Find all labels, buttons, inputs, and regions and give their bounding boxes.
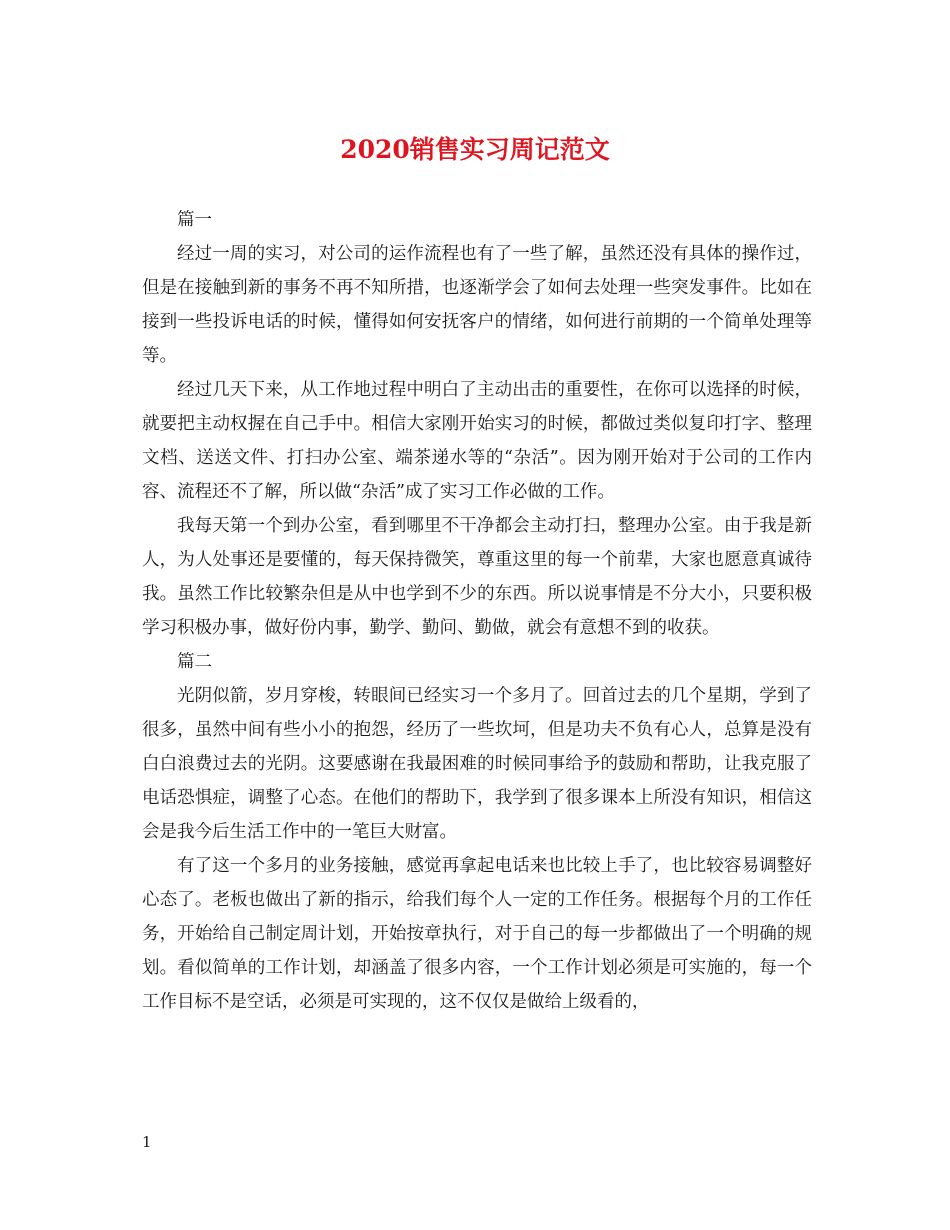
paragraph: 经过几天下来，从工作地过程中明白了主动出击的重要性，在你可以选择的时候，就要把主动权握在自己手中。相信大家刚开始实习的时候，都做过类似复印打字、整理文档、送送文件、打扫办公室、端茶递水等的“杂活”。因为刚开始对于公司的工作内容、流程还不了解，所以做“杂活”成了实习工作必做的工作。 xyxy=(142,380,812,502)
paragraph: 我每天第一个到办公室，看到哪里不干净都会主动打扫，整理办公室。由于我是新人，为人处事还是要懂的，每天保持微笑，尊重这里的每一个前辈，大家也愿意真诚待我。虽然工作比较繁杂但是从中也学到不少的东西。所以说事情是不分大小，只要积极学习积极办事，做好份内事，勤学、勤问、勤做，就会有意想不到的收获。 xyxy=(142,516,812,638)
document-title: 2020销售实习周记范文 xyxy=(340,135,610,164)
section-heading-2: 篇二 xyxy=(177,652,212,672)
paragraph: 有了这一个多月的业务接触，感觉再拿起电话来也比较上手了，也比较容易调整好心态了。老板也做出了新的指示，给我们每个人一定的工作任务。根据每个月的工作任务，开始给自己制定周计划，开始按章执行，对于自己的每一步都做出了一个明确的规划。看似简单的工作计划，却涵盖了很多内容，一个工作计划必须是可实施的，每一个工作目标不是空话，必须是可实现的，这不仅仅是做给上级看的， xyxy=(142,856,812,1012)
section-heading-1: 篇一 xyxy=(177,210,212,230)
page-number: 1 xyxy=(142,1133,152,1151)
paragraph: 经过一周的实习，对公司的运作流程也有了一些了解，虽然还没有具体的操作过，但是在接触到新的事务不再不知所措，也逐渐学会了如何去处理一些突发事件。比如在接到一些投诉电话的时候，懂得如何安抚客户的情绪，如何进行前期的一个简单处理等等。 xyxy=(142,244,812,366)
paragraph: 光阴似箭，岁月穿梭，转眼间已经实习一个多月了。回首过去的几个星期，学到了很多，虽然中间有些小小的抱怨，经历了一些坎坷，但是功夫不负有心人，总算是没有白白浪费过去的光阴。这要感谢在我最困难的时候同事给予的鼓励和帮助，让我克服了电话恐惧症，调整了心态。在他们的帮助下，我学到了很多课本上所没有知识，相信这会是我今后生活工作中的一笔巨大财富。 xyxy=(142,686,812,842)
document-body xyxy=(142,203,812,1019)
